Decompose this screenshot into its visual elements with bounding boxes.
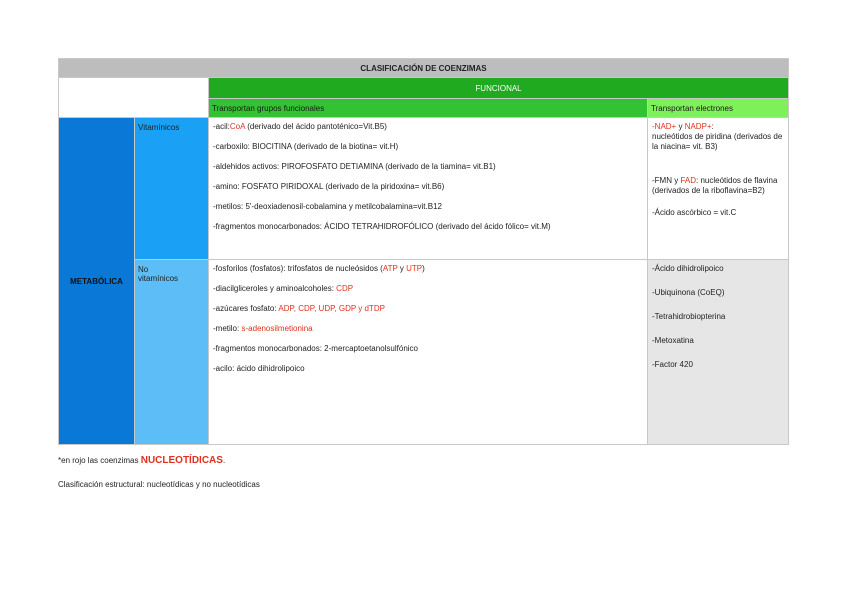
list-item: -NAD+ y NADP+: [652,122,714,131]
list-item: -fragmentos monocarbonados: ÁCIDO TETRAHIDROFÓLICO (derivado del ácido fólico= vit.M) [213,222,551,231]
list-item: -acil:CoA (derivado del ácido pantoténico=Vit.B5) [213,122,387,131]
no-vitaminicos-label: No vitamínicos [135,260,209,445]
list-item: -amino: FOSFATO PIRIDOXAL (derivado de la piridoxina= vit.B6) [213,182,445,191]
grupos-funcionales-header: Transportan grupos funcionales [209,99,648,118]
list-item: -acilo: ácido dihidrolipoico [213,364,305,373]
list-item: -metilos: 5'-deoxiadenosil-cobalamina y metilcobalamina=vit.B12 [213,202,442,211]
vitaminicos-electrones-cell [648,118,789,260]
vitaminicos-label: Vitamínicos [135,118,209,260]
list-item: -Ácido ascórbico = vit.C [652,208,737,217]
list-item: -FMN y FAD: nucleótidos de flavina (derivados de la riboflavina=B2) [652,176,778,195]
metabolica-label: METABÓLICA [59,118,135,445]
table-title: CLASIFICACIÓN DE COENZIMAS [59,59,789,78]
coenzyme-classification-table [58,58,789,445]
list-item: -fragmentos monocarbonados: 2-mercaptoetanolsulfónico [213,344,419,353]
list-item: -Metoxatina [652,336,694,345]
nucleotidicas-highlight: NUCLEOTÍDICAS [140,455,223,466]
list-item: -azúcares fosfato: ADP, CDP, UDP, GDP y dTDP [213,304,385,313]
funcional-header: FUNCIONAL [209,78,789,99]
list-item: -Factor 420 [652,360,693,369]
list-item: -diacilgliceroles y aminoalcoholes: CDP [213,284,354,293]
list-item: -fosforilos (fosfatos): trifosfatos de nucleósidos (ATP y UTP) [213,264,425,273]
vitaminicos-grupos-cell [209,118,648,260]
list-item: -aldehidos activos: PIROFOSFATO DETIAMINA (derivado de la tiamina= vit.B1) [213,162,496,171]
list-item: -Ubiquinona (CoEQ) [652,288,725,297]
list-item: -metilo: s-adenosilmetionina [213,324,313,333]
structural-note: Clasificación estructural: nucleotídicas y no nucleotídicas [58,480,260,489]
list-item: -Tetrahidrobiopterina [652,312,726,321]
electrones-header: Transportan electrones [648,99,789,118]
list-item: nucleótidos de piridina (derivados de la niacina= vit. B3) [652,132,783,151]
list-item: -Ácido dihidrolipoico [652,264,724,273]
red-note: *en rojo las coenzimas NUCLEOTÍDICAS. [58,455,226,466]
no-vitaminicos-grupos-cell [209,260,648,445]
no-vitaminicos-electrones-cell [648,260,789,445]
blank-header-cell [59,78,209,118]
list-item: -carboxilo: BIOCITINA (derivado de la biotina= vit.H) [213,142,399,151]
